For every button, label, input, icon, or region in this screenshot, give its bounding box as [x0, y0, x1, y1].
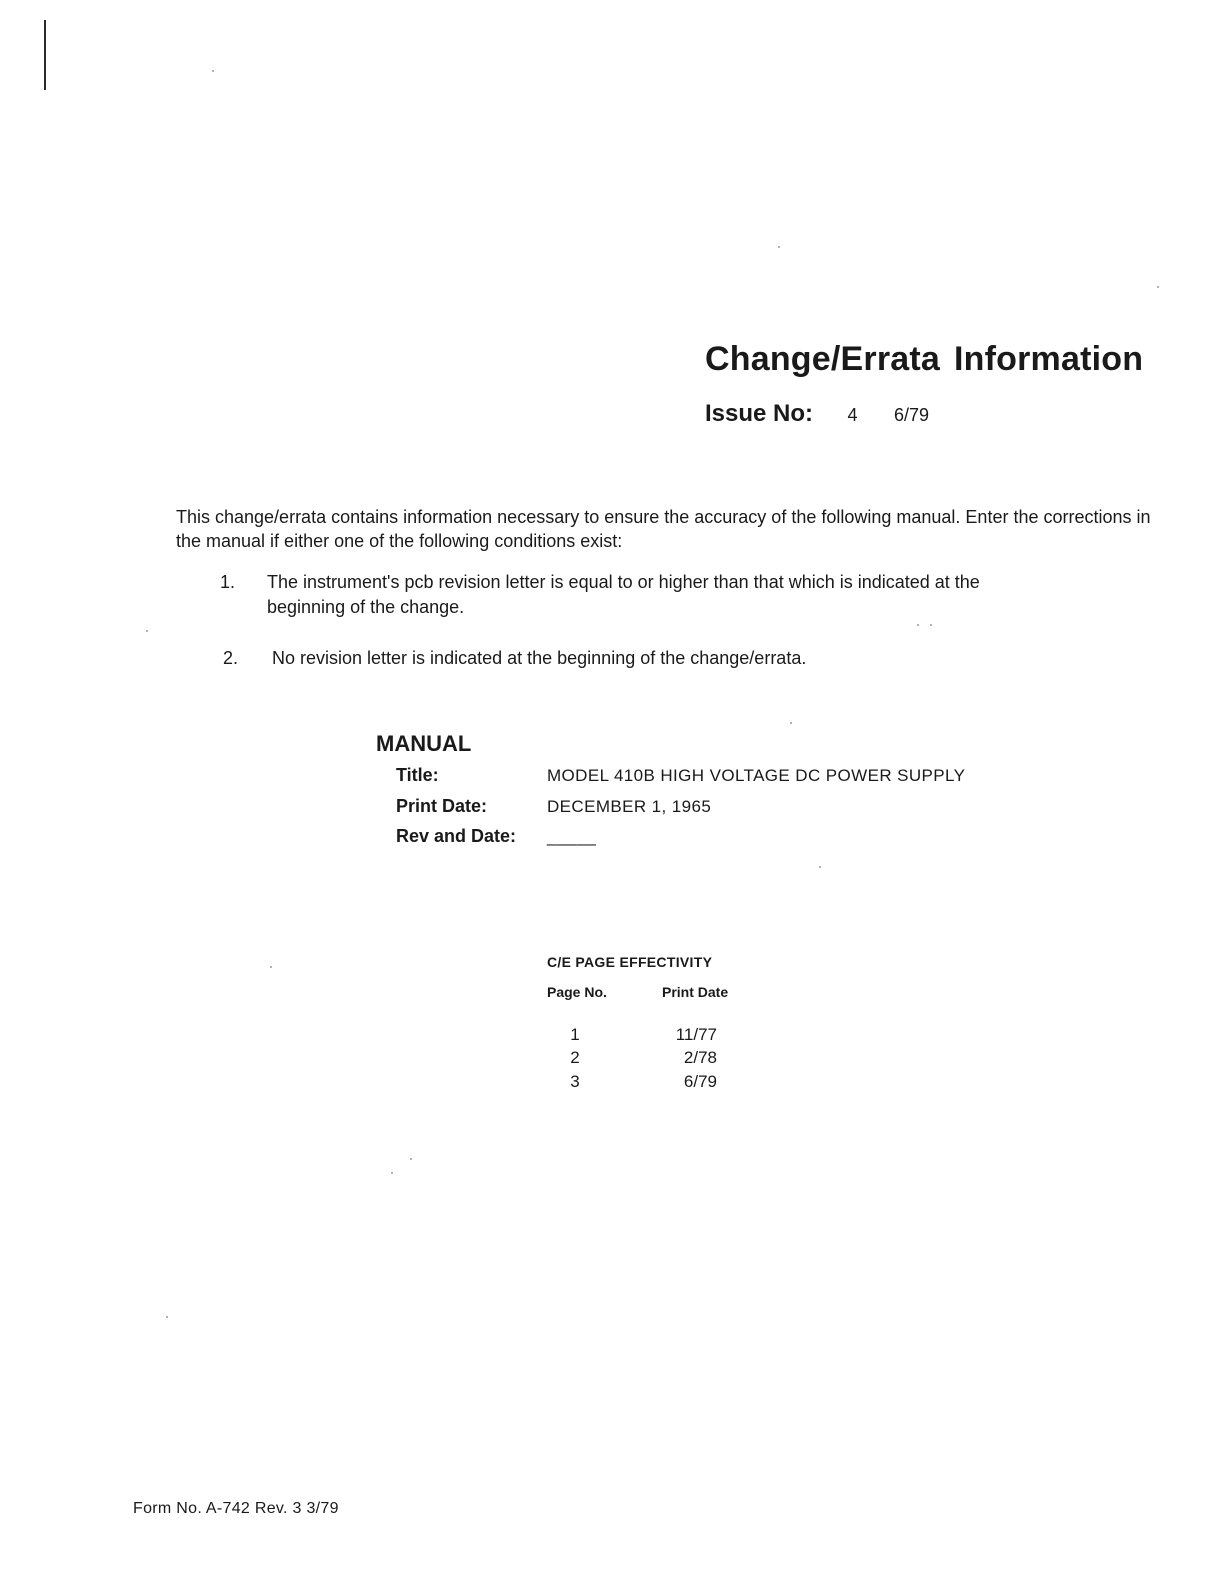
scan-speck [166, 1316, 168, 1318]
issue-date: 6/79 [893, 405, 929, 425]
effectivity-date-cell: 11/77 [675, 1025, 717, 1044]
manual-print-date-label: Print Date: [396, 796, 488, 816]
scan-speck [391, 1172, 393, 1174]
scan-speck [212, 70, 214, 72]
intro-paragraph: This change/errata contains information necessary to ensure the accuracy of the following manual. Enter the corrections in the manual if either one of the following conditions exist: [176, 507, 1151, 551]
effectivity-page-cell: 1 [570, 1025, 580, 1044]
effectivity-page-cell: 3 [570, 1072, 580, 1091]
form-number: Form No. A-742 Rev. 3 3/79 [133, 1500, 339, 1517]
scan-speck [819, 866, 821, 868]
scan-speck [790, 722, 792, 724]
scan-speck [410, 1158, 412, 1160]
manual-rev-date-row [396, 826, 596, 847]
manual-title-label: Title: [396, 765, 439, 785]
condition-text: The instrument's pcb revision letter is equal to or higher than that which is indicated at the beginning of the change. [267, 572, 980, 617]
manual-title-row [396, 765, 965, 786]
manual-heading: MANUAL [376, 731, 472, 756]
scan-speck [1157, 286, 1159, 288]
issue-number: 4 [847, 405, 858, 425]
title-part-change-errata: Change/Errata [705, 340, 941, 378]
effectivity-date-cell: 6/79 [683, 1072, 717, 1091]
manual-print-date-row [396, 796, 711, 817]
issue-label: Issue No: [705, 400, 814, 427]
effectivity-header-date: Print Date [662, 984, 729, 1000]
scan-speck [270, 966, 272, 968]
manual-rev-date-value: _____ [547, 827, 597, 846]
table-row [547, 1048, 767, 1072]
condition-number: 2. [223, 648, 239, 668]
scan-speck [917, 624, 919, 626]
effectivity-date-cell: 2/78 [683, 1048, 717, 1067]
scan-speck [146, 630, 148, 632]
table-row [547, 1025, 767, 1049]
condition-number: 1. [220, 572, 236, 592]
scan-edge-mark [44, 20, 46, 90]
condition-text: No revision letter is indicated at the beginning of the change/errata. [272, 648, 807, 668]
title-part-information: Information [954, 340, 1144, 378]
manual-rev-date-label: Rev and Date: [396, 826, 517, 846]
scan-speck [778, 246, 780, 248]
manual-print-date-value: DECEMBER 1, 1965 [547, 797, 712, 816]
scan-speck [930, 624, 932, 626]
effectivity-title: C/E PAGE EFFECTIVITY [547, 954, 713, 970]
effectivity-page-cell: 2 [570, 1048, 580, 1067]
manual-title-value: MODEL 410B HIGH VOLTAGE DC POWER SUPPLY [547, 766, 966, 785]
effectivity-header-page: Page No. [547, 984, 607, 1000]
page-title [705, 340, 1143, 379]
issue-row [705, 400, 929, 428]
table-row [547, 1072, 767, 1096]
